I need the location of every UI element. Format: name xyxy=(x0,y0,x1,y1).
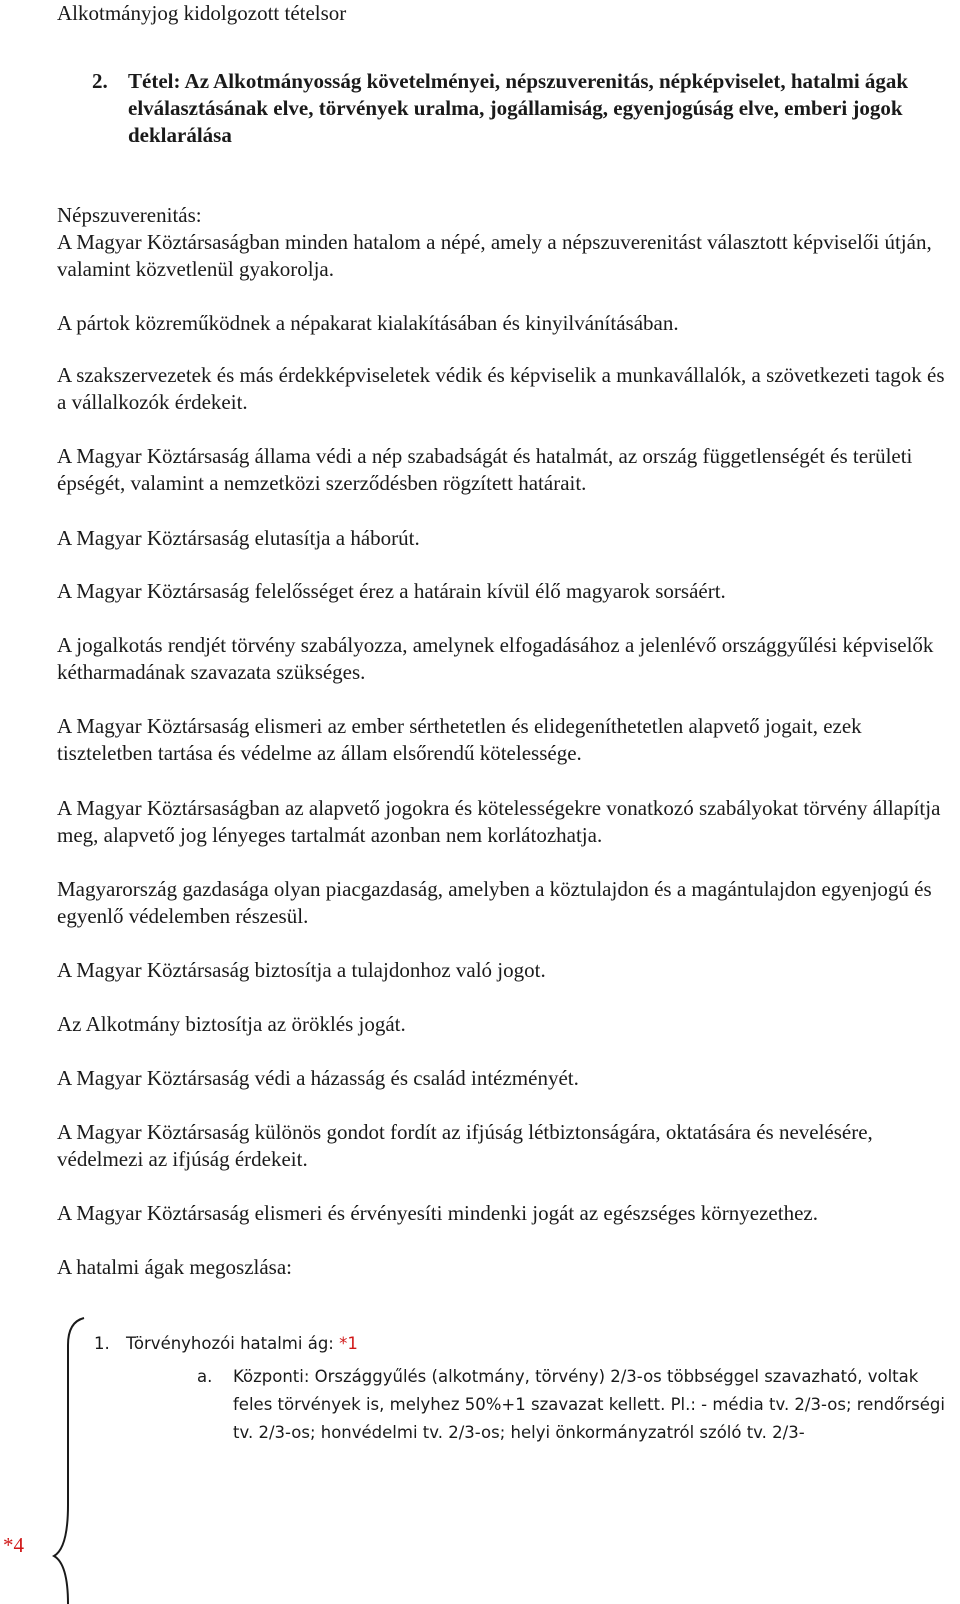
paragraph: A Magyar Köztársaság állama védi a nép szabadságát és hatalmát, az ország függetlenségét és területi épségét, valamint a nemzetközi szerződésben rögzített határait. xyxy=(57,444,913,495)
paragraph: A Magyar Köztársaság felelősséget érez a határain kívül élő magyarok sorsáért. xyxy=(57,579,726,603)
paragraph: A Magyar Köztársaság elutasítja a háborút. xyxy=(57,526,420,550)
paragraph: Az Alkotmány biztosítja az öröklés jogát. xyxy=(57,1012,406,1036)
topic-number: 2. xyxy=(92,69,108,93)
margin-note: *4 xyxy=(3,1533,24,1557)
sublist-item-text: Központi: Országgyűlés (alkotmány, törvény) 2/3-os többséggel szavazható, voltak feles törvények is, melyhez 50%+1 szavazat kellett. Pl.: - média tv. 2/3-os; rendőrségi tv. 2/3-os; honvédelmi tv. 2/3-os; helyi önkormányzatról szóló tv. 2/3- xyxy=(233,1367,945,1442)
paragraph: A pártok közreműködnek a népakarat kialakításában és kinyilvánításában. xyxy=(57,311,679,335)
paragraph: Magyarország gazdasága olyan piacgazdaság, amelyben a köztulajdon és a magántulajdon egyenjogú és egyenlő védelemben részesül. xyxy=(57,877,932,928)
list-item-number: 1. xyxy=(94,1334,110,1353)
paragraph: A Magyar Köztársaság védi a házasság és család intézményét. xyxy=(57,1066,579,1090)
list-item-text: Törvényhozói hatalmi ág: xyxy=(126,1334,334,1353)
paragraph: A Magyar Köztársaságban minden hatalom a népé, amely a népszuverenitást választott képviselői útján, valamint közvetlenül gyakorolja. xyxy=(57,230,932,281)
paragraph: A jogalkotás rendjét törvény szabályozza, amelynek elfogadásához a jelenlévő országgyűlési képviselők kétharmadának szavazata szükséges. xyxy=(57,633,934,684)
paragraph: A Magyar Köztársaság elismeri az ember sérthetetlen és elidegeníthetetlen alapvető jogait, ezek tiszteletben tartása és védelme az állam elsőrendű kötelessége. xyxy=(57,714,862,765)
paragraph: A Magyar Köztársaságban az alapvető jogokra és kötelességekre vonatkozó szabályokat törvény állapítja meg, alapvető jog lényeges tartalmát azonban nem korlátozhatja. xyxy=(57,796,941,847)
reference-marker: *1 xyxy=(339,1334,358,1353)
paragraph: A Magyar Köztársaság biztosítja a tulajdonhoz való jogot. xyxy=(57,958,546,982)
document-header: Alkotmányjog kidolgozott tételsor xyxy=(57,1,347,25)
sublist-letter: a. xyxy=(197,1367,213,1386)
paragraph: A Magyar Köztársaság különös gondot fordít az ifjúság létbiztonságára, oktatására és nevelésére, védelmezi az ifjúság érdekeit. xyxy=(57,1120,873,1171)
section-heading-hatalmi-agak: A hatalmi ágak megoszlása: xyxy=(57,1255,293,1279)
topic-title: Tétel: Az Alkotmányosság követelményei, népszuverenitás, népképviselet, hatalmi ágak elválasztásának elve, törvények uralma, jogállamiság, egyenjogúság elve, emberi jogok deklarálása xyxy=(128,69,909,147)
paragraph: A szakszervezetek és más érdekképviseletek védik és képviselik a munkavállalók, a szövetkezeti tagok és a vállalkozók érdekeit. xyxy=(57,363,945,414)
section-heading-nepszuverenitas: Népszuverenitás: xyxy=(57,203,202,227)
paragraph: A Magyar Köztársaság elismeri és érvényesíti mindenki jogát az egészséges környezethez. xyxy=(57,1201,818,1225)
